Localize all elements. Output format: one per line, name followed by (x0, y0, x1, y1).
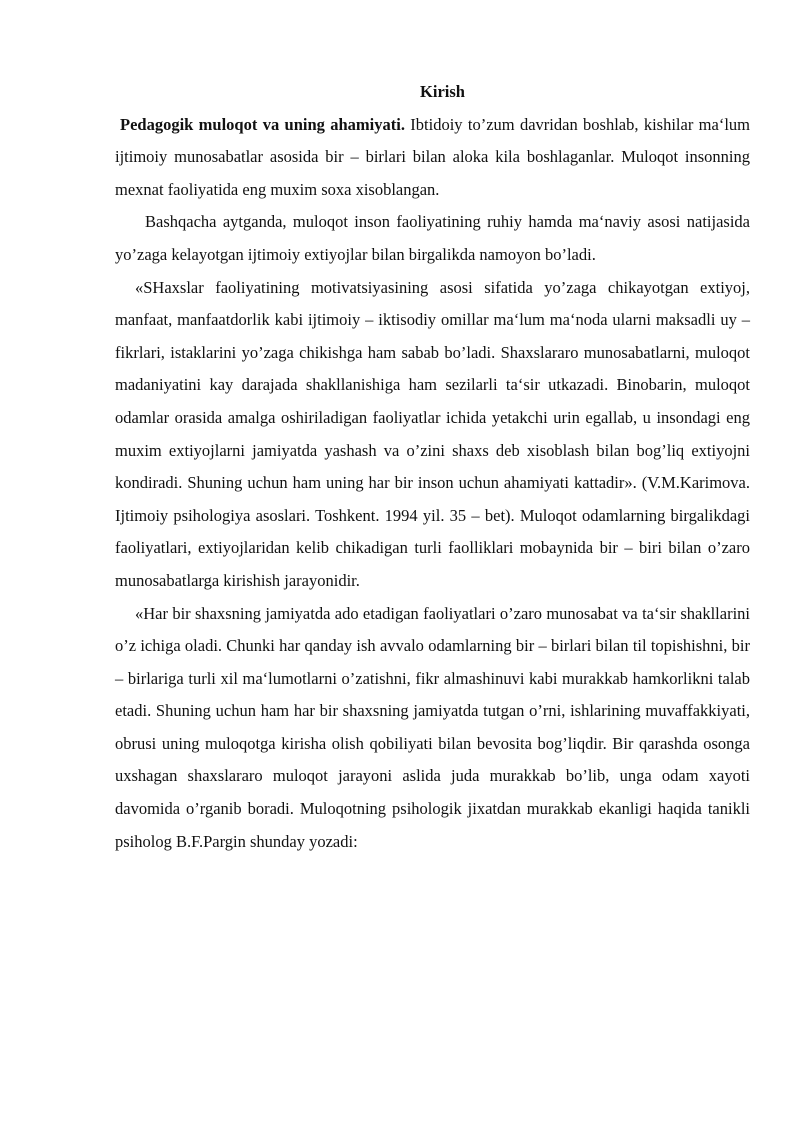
paragraph-1 (115, 109, 750, 207)
paragraph-2: Bashqacha aytganda, muloqot inson faoliyatining ruhiy hamda ma‘naviy asosi natijasida yo’zaga kelayotgan ijtimoiy extiyojlar bilan birgalikda namoyon bo’ladi. (115, 212, 750, 264)
paragraph-4: «Har bir shaxsning jamiyatda ado etadigan faoliyatlari o’zaro munosabat va ta‘sir shakllarini o’z ichiga oladi. Chunki har qanday ish avvalo odamlarning bir – birlari bilan til topishishni, bir – birlariga turli xil ma‘lumotlarni o’zatishni, fikr almashinuvi kabi murakkab hamkorlikni talab etadi. Shuning uchun ham har bir shaxsning jamiyatda tutgan o’rni, ishlarining muvaffakkiyati, obrusi uning muloqotga kirisha olish qobiliyati bilan bevosita bog’liqdir. Bir qarashda osonga uxshagan shaxslararo muloqot jarayoni aslida juda murakkab bo’lib, unga odam xayoti davomida o’rganib boradi. Muloqotning psihologik jixatdan murakkab ekanligi haqida tanikli psiholog B.F.Pargin shunday yozadi: (115, 603, 750, 851)
paragraph-3: «SHaxslar faoliyatining motivatsiyasining asosi sifatida yo’zaga chikayotgan extiyoj, manfaat, manfaatdorlik kabi ijtimoiy – iktisodiy omillar ma‘lum ma‘noda ularni maksadli uy – fikrlari, istaklarini yo’zaga chikishga ham sabab bo’ladi. Shaxslararo munosabatlarni, muloqot madaniyatini kay darajada shakllanishiga ham sezilarli ta‘sir utkazadi. Binobarin, muloqot odamlar orasida amalga oshiriladigan faoliyatlar ichida yetakchi urin egallab, u insondagi eng muxim extiyojlarni jamiyatda yashash va o’zini shaxs deb xisoblash bilan bog’liq extiyojni kondiradi. Shuning uchun ham uning har bir inson uchun ahamiyati kattadir». (V.M.Karimova. Ijtimoiy psihologiya asoslari. Toshkent. 1994 yil. 35 – bet). Muloqot odamlarning birgalikdagi faoliyatlari, extiyojlaridan kelib chikadigan turli faolliklari mobaynida bir – biri bilan o’zaro munosabatlarga kirishish jarayonidir. (115, 277, 750, 590)
paragraph-lead-heading: Pedagogik muloqot va uning ahamiyati. (120, 114, 405, 134)
paragraph-1-text: Ibtidoiy to’zum davridan boshlab, kishilar ma‘lum ijtimoiy munosabatlar asosida bir – birlari bilan aloka kila boshlaganlar. Muloqot insonning mexnat faoliyatida eng muxim soxa xisoblangan. (115, 114, 750, 199)
page-title: Kirish (420, 82, 465, 101)
